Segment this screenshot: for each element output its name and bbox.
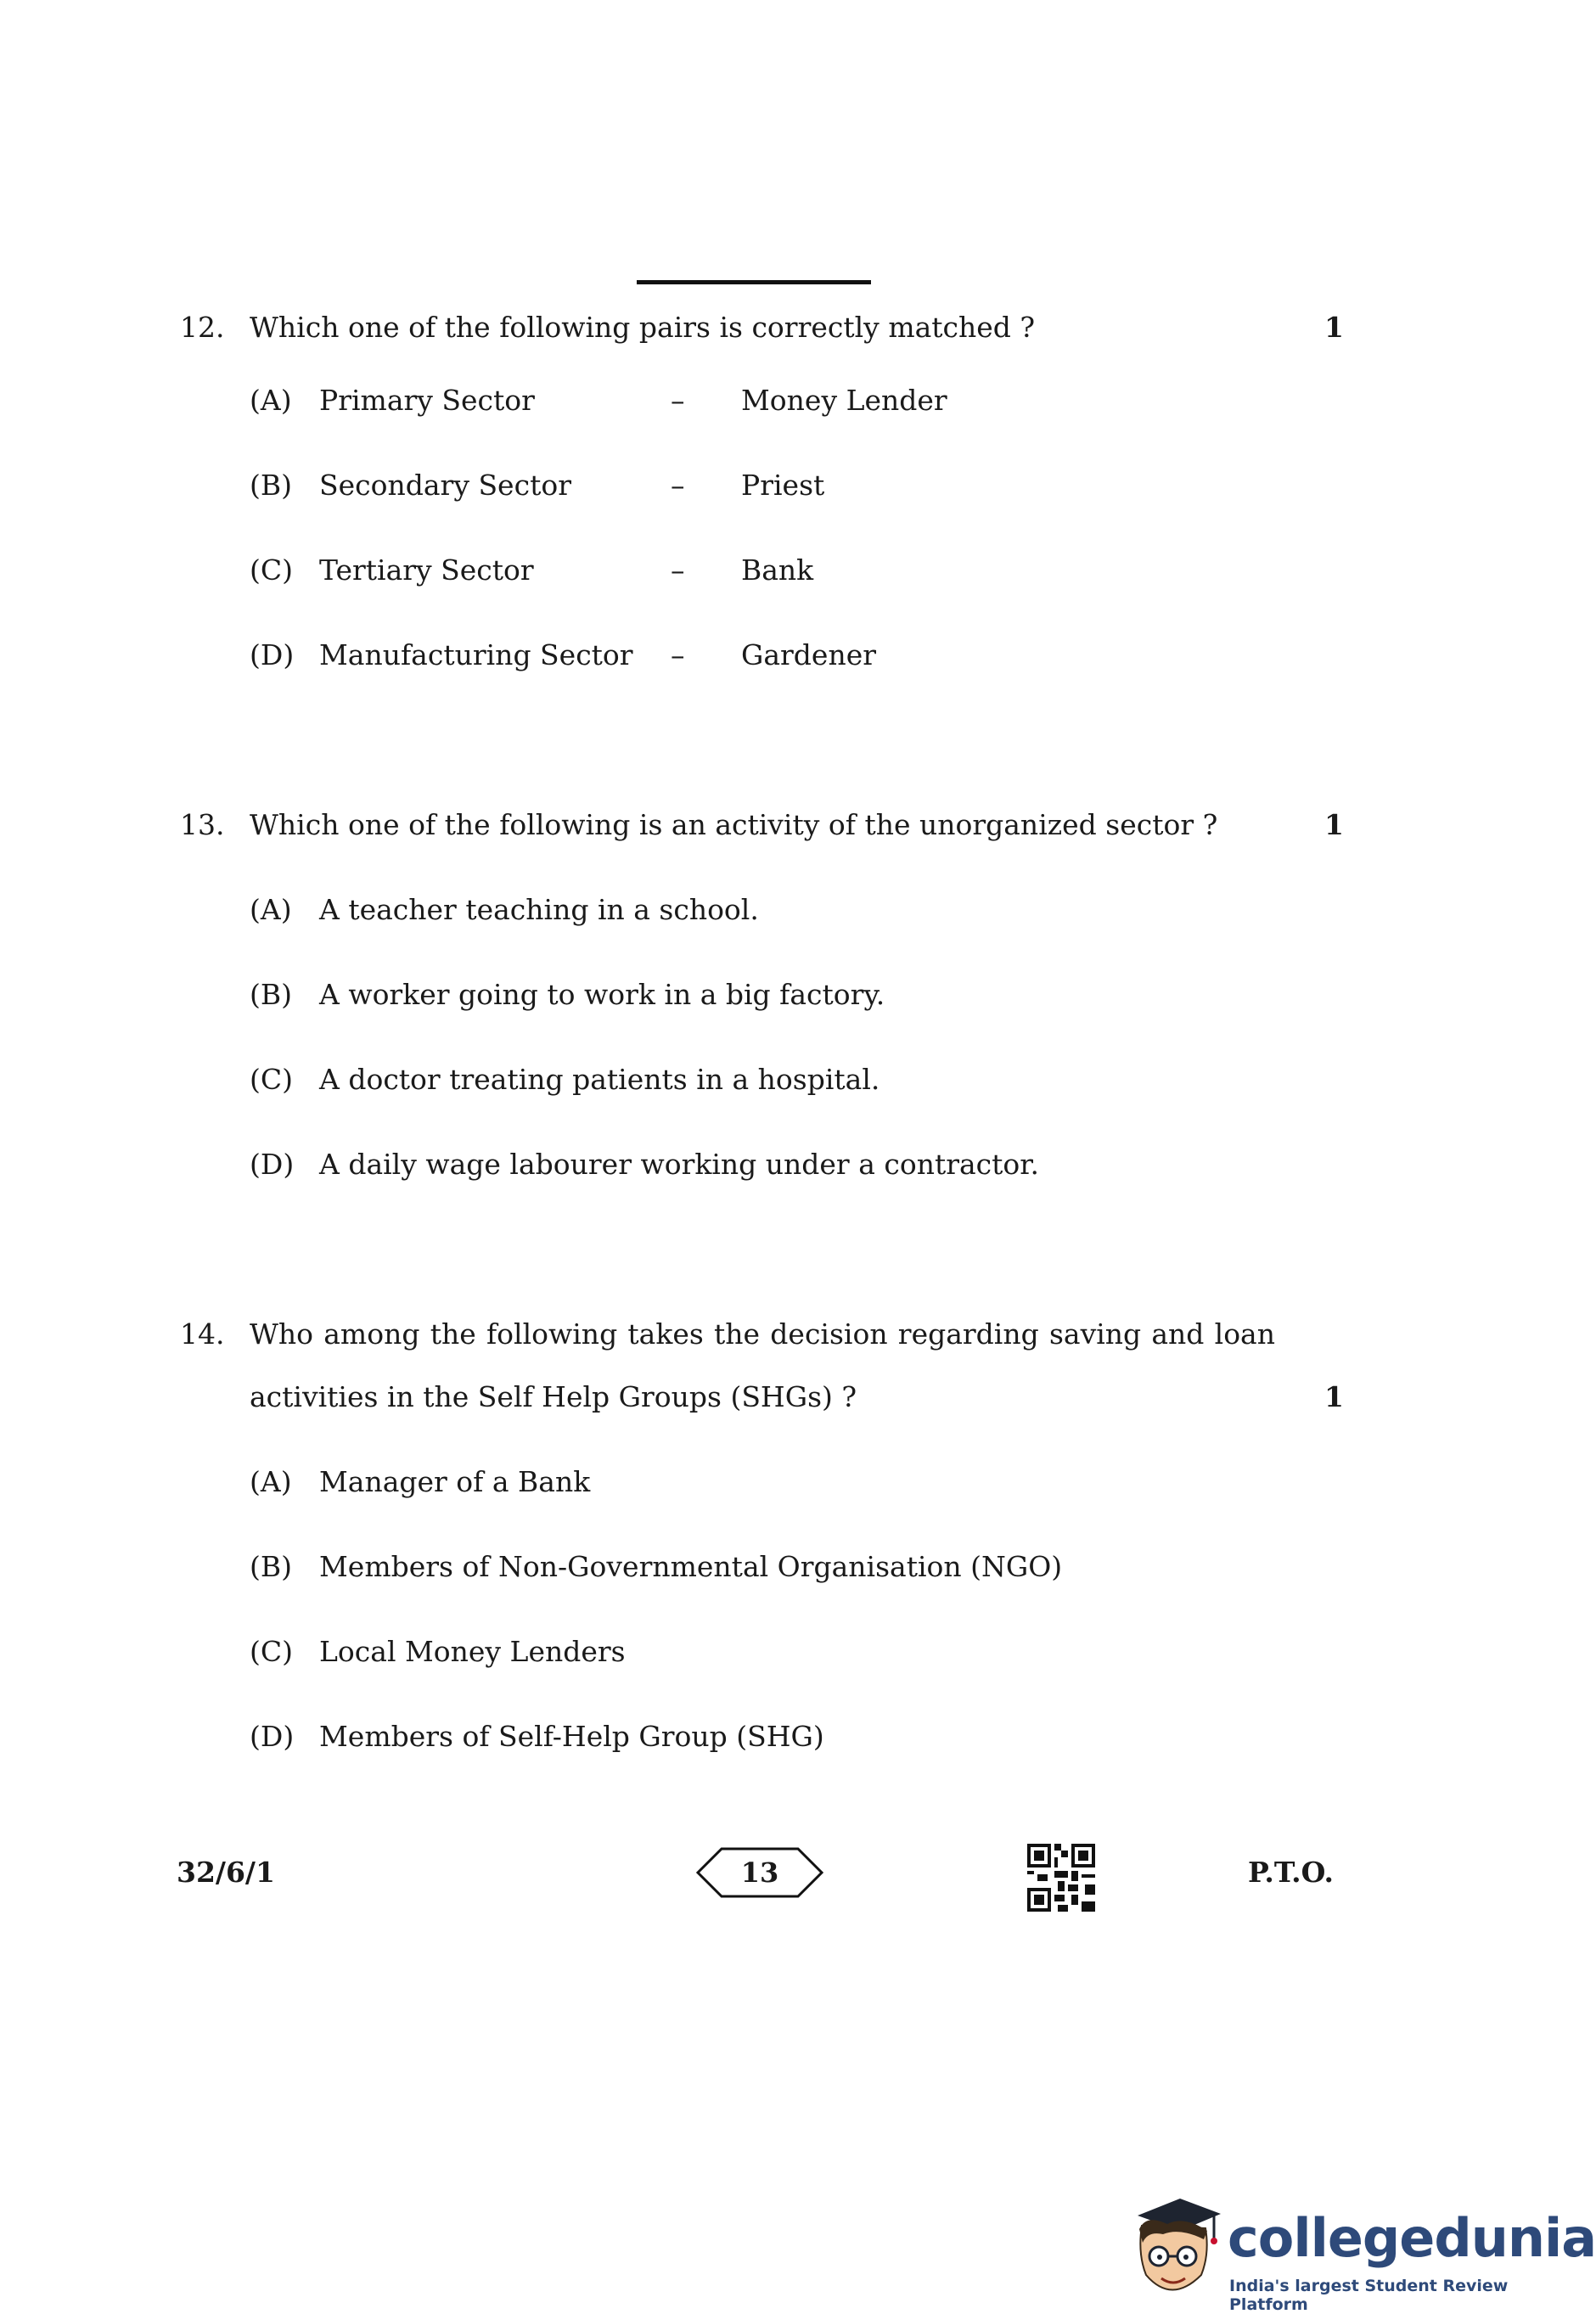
option-text: Tertiary Sector: [319, 553, 534, 587]
question-marks: 1: [1324, 808, 1344, 841]
question-text-line-2: activities in the Self Help Groups (SHGs) ?: [250, 1380, 857, 1413]
option-text: Primary Sector: [319, 384, 535, 417]
option-text: Manager of a Bank: [319, 1465, 591, 1498]
option-letter: (B): [250, 469, 292, 502]
collegedunia-watermark: [1121, 2190, 1596, 2314]
option-letter: (D): [250, 638, 295, 671]
option-letter: (B): [250, 1550, 292, 1583]
qr-code-icon: [1027, 1844, 1095, 1912]
brand-wordmark: collegedunia: [1228, 2207, 1596, 2269]
question-marks: 1: [1324, 311, 1344, 344]
option-letter: (B): [250, 978, 292, 1011]
question-number: 12.: [180, 311, 225, 344]
option-text: A doctor treating patients in a hospital.: [319, 1063, 880, 1096]
option-letter: (A): [250, 384, 292, 417]
question-number: 14.: [180, 1317, 225, 1351]
option-dash: –: [671, 384, 685, 417]
option-match: Money Lender: [741, 384, 947, 417]
top-rule: [637, 280, 871, 284]
page-number: 13: [740, 1856, 779, 1889]
option-text: A daily wage labourer working under a contractor.: [319, 1148, 1039, 1181]
question-marks: 1: [1324, 1380, 1344, 1413]
option-dash: –: [671, 469, 685, 502]
option-text: Manufacturing Sector: [319, 638, 633, 671]
option-letter: (A): [250, 1465, 292, 1498]
brand-tagline: India's largest Student Review Platform: [1229, 2277, 1509, 2314]
question-number: 13.: [180, 808, 225, 841]
student-mascot-icon: [1121, 2190, 1222, 2309]
option-letter: (D): [250, 1148, 295, 1181]
option-letter: (D): [250, 1720, 295, 1753]
option-text: Local Money Lenders: [319, 1635, 626, 1668]
question-text: Which one of the following is an activity of the unorganized sector ?: [250, 808, 1218, 841]
option-text: A teacher teaching in a school.: [319, 893, 759, 926]
option-match: Gardener: [741, 638, 877, 671]
option-dash: –: [671, 553, 685, 587]
question-text: Which one of the following pairs is correctly matched ?: [250, 311, 1036, 344]
option-text: Members of Self-Help Group (SHG): [319, 1720, 824, 1753]
option-letter: (A): [250, 893, 292, 926]
option-dash: –: [671, 638, 685, 671]
option-letter: (C): [250, 1635, 293, 1668]
option-text: Secondary Sector: [319, 469, 571, 502]
option-letter: (C): [250, 553, 293, 587]
option-match: Priest: [741, 469, 825, 502]
option-match: Bank: [741, 553, 814, 587]
paper-code: 32/6/1: [177, 1856, 275, 1889]
page-number-badge: [696, 1847, 823, 1898]
question-text-line-1: Who among the following takes the decision regarding saving and loan: [250, 1317, 1275, 1351]
option-letter: (C): [250, 1063, 293, 1096]
option-text: Members of Non-Governmental Organisation (NGO): [319, 1550, 1063, 1583]
please-turn-over: P.T.O.: [1248, 1856, 1334, 1889]
option-text: A worker going to work in a big factory.: [319, 978, 885, 1011]
